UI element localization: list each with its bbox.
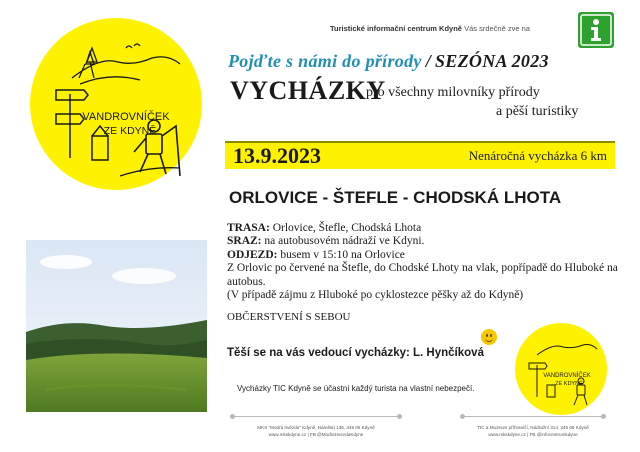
season-label: SEZÓNA 2023 [435,51,549,71]
logo-line2: ZE KDYNĚ [103,125,157,137]
footer-left-address: MKS "Modrá hvězda" Kdyně, Náměstí 136, 345 06 Kdyně [257,425,375,430]
description-line3: (V případě zájmu z Hluboké po cyklostezce pěšky až do Kdyně) [227,289,524,302]
odjezd-label: ODJEZD: [227,248,278,261]
leader-note: Těší se na vás vedoucí vycházky: L. Hynčíková [227,347,484,359]
vandrovnicek-logo [30,18,202,190]
footer-right [455,424,611,438]
small-logo-line1: VANDROVNÍČEK [543,373,591,379]
route-title: ORLOVICE - ŠTEFLE - CHODSKÁ LHOTA [229,188,562,207]
tagline-text: Pojďte s námi do přírody [228,51,422,71]
tagline [228,51,549,72]
sraz-row [227,235,618,248]
event-date: 13.9.2023 [233,143,321,168]
event-difficulty: Nenáročná vycházka 6 km [468,148,607,163]
page-title: VYCHÁZKY [230,76,386,105]
odjezd-value: busem v 15:10 na Orlovice [280,248,405,261]
sraz-label: SRAZ: [227,235,262,248]
landscape-photo [26,240,207,412]
description-line2: autobus. [227,275,266,288]
description-line1: Z Orlovic po červené na Štefle, do Chodské Lhoty na vlak, popřípadě do Hluboké na [227,262,618,275]
tic-invite: Vás srdečně zve na [464,24,530,33]
footer-divider-left [232,416,400,417]
disclaimer: Vycházky TIC Kdyně se účastní každý turista na vlastní nebezpečí. [237,384,475,393]
trasa-value: Orlovice, Štefle, Chodská Lhota [272,222,422,234]
odjezd-row [227,249,618,262]
smiley-icon [481,329,497,345]
vandrovnicek-logo-small [515,323,607,415]
small-logo-line2: ZE KDYNĚ [555,381,583,387]
tic-header-line [330,24,530,33]
footer-right-address: TIC a Muzeum příhraničí, Nádražní 314, 345 06 Kdyně [477,425,589,430]
footer-divider-right [462,416,604,417]
subtitle-line1: pro všechny milovníky přírody [366,85,540,100]
footer-right-web: www.mkskdyne.cz | FB @infocentrumkdyne [488,432,578,437]
trasa-label: TRASA: [227,222,270,234]
info-icon [578,12,614,48]
logo-line1: VANDROVNÍČEK [82,111,170,123]
sraz-value: na autobusovém nádraží ve Kdyni. [264,235,425,248]
footer-left [232,424,400,438]
tagline-slash: / [425,51,431,71]
event-details [227,222,618,302]
subtitle-line2: a pěší turistiky [496,104,579,119]
refreshment-note: OBČERSTVENÍ S SEBOU [227,311,351,323]
trasa-row [227,222,618,235]
footer-left-web: www.mkskdyne.cz | FB @ModraHvezdaKdyne [268,432,364,437]
tic-name: Turistické informační centrum Kdyně [330,24,462,33]
date-banner [225,141,615,169]
